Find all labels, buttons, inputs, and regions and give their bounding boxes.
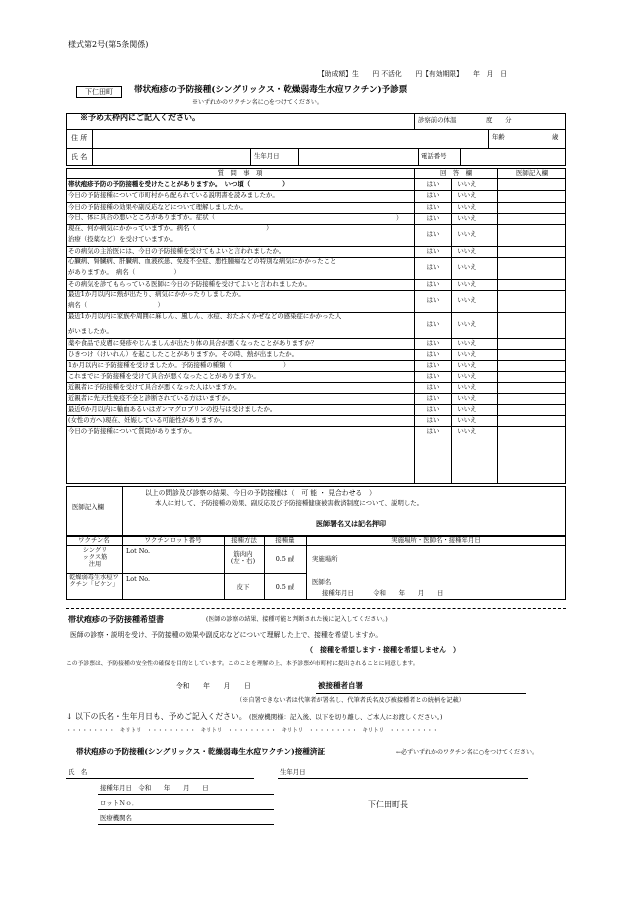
answer-yes[interactable]: はい (426, 230, 440, 238)
question-text: 最近1か月以内に家族や周囲に麻しん、風しん、水痘、おたふくかぜなどの感染症にかかった人 (68, 312, 342, 320)
answer-no[interactable]: いいえ (457, 296, 477, 304)
answer-no[interactable]: いいえ (457, 427, 477, 435)
answer-yes[interactable]: はい (426, 214, 440, 222)
answer-yes[interactable]: はい (426, 350, 440, 358)
vaccine-header-place: 実施場所・医師名・接種年月日 (391, 536, 481, 544)
answer-yes[interactable]: はい (426, 191, 440, 199)
answer-no[interactable]: いいえ (457, 339, 477, 347)
cut-instruction-note: (医療機関様：記入後、以下を切り離し、ご本人にお渡しください。) (249, 713, 443, 721)
consent-title: 帯状疱疹の予防接種希望書 (68, 614, 164, 624)
answer-yes[interactable]: はい (426, 372, 440, 380)
question-text: 今日、体に具合の悪いところがありますか。症状（ (68, 213, 215, 221)
consent-question: 医師の診察・説明を受け、予防接種の効果や副反応などについて理解した上で、接種を希望しますか。 (70, 631, 383, 639)
question-text: その病気を診てもらっている医師に今日の予防接種を受けてよいと言われましたか。 (68, 280, 311, 288)
cut-line: ・・・・・・・・・ キリトリ ・・・・・・・・・ キリトリ ・・・・・・・・・ キリトリ ・・・・・・・・・ キリトリ ・・・・・・・・・ (66, 728, 438, 734)
temperature-label: 診察前の体温 (418, 116, 457, 124)
form-title: 帯状疱疹の予防接種(シングリックス・乾燥弱毒生水痘ワクチン)予診票 (134, 85, 408, 95)
doctor-judgement-line: 以上の問診及び診察の結果、今日の予防接種は（ 可 能 ・ 見合わせる ） (145, 489, 376, 497)
answer-yes[interactable]: はい (426, 416, 440, 424)
answer-no[interactable]: いいえ (457, 180, 477, 188)
doctor-section-label: 医師記入欄 (72, 503, 104, 511)
age-unit: 歳 (552, 133, 559, 141)
temperature-unit: 度 分 (486, 116, 512, 124)
vaccine-date-label: 接種年月日 令和 年 月 日 (322, 589, 444, 597)
privacy-note: この予診票は、予防接種の安全性の確保を目的としています。このことを理解の上、本予診票が市町村に提出されることに同意します。 (66, 661, 419, 667)
answer-yes[interactable]: はい (426, 280, 440, 288)
cut-instruction-main: ↓ 以下の氏名・生年月日も、予めご記入ください。 (66, 712, 247, 721)
vaccine-shingrix-dose: 0.5 ㎖ (275, 555, 295, 563)
certificate-name-label: 氏 名 (68, 768, 88, 776)
question-text: ひきつけ（けいれん）を起こしたことがありますか。その時、熱が出ましたか。 (68, 350, 299, 358)
answer-no[interactable]: いいえ (457, 263, 477, 271)
answer-no[interactable]: いいえ (457, 372, 477, 380)
answer-divider (451, 178, 452, 484)
answer-yes[interactable]: はい (426, 427, 440, 435)
answer-no[interactable]: いいえ (457, 394, 477, 402)
answer-no[interactable]: いいえ (457, 416, 477, 424)
phone-label: 電話番号 (421, 152, 447, 160)
question-text: (女性の方へ)現在、妊娠している可能性がありますか。 (68, 416, 227, 424)
form-number: 様式第2号(第5条関係) (68, 40, 149, 49)
answer-yes[interactable]: はい (426, 247, 440, 255)
answer-yes[interactable]: はい (426, 203, 440, 211)
question-text: 今日の予防接種について市町村から配られている説明書を読みましたか。 (68, 191, 279, 199)
answer-no[interactable]: いいえ (457, 405, 477, 413)
certificate-issuer: 下仁田町長 (368, 800, 408, 809)
question-text-line2: ） (396, 214, 403, 222)
question-text: その病気の主治医には、今日の予防接種を受けてもよいと言われましたか。 (68, 247, 286, 255)
consent-date: 令和 年 月 日 (176, 682, 251, 690)
certificate-clinic-label: 医療機関名 (100, 814, 132, 822)
vaccine-biken-dose: 0.5 ㎖ (275, 583, 295, 591)
vaccine-header-method: 接種方法 (231, 536, 257, 544)
question-text: 現在、何か病気にかかっていますか。病名（ ） (68, 224, 273, 232)
vaccine-header-lot: ワクチンロット番号 (144, 536, 202, 544)
answer-no[interactable]: いいえ (457, 280, 477, 288)
answer-yes[interactable]: はい (426, 263, 440, 271)
vaccine-place-label: 実施場所 (312, 555, 338, 563)
answer-no[interactable]: いいえ (457, 214, 477, 222)
doctor-explanation-line: 本人に対して、予防接種の効果、副反応及び予防接種健康被害救済制度について、説明した。 (155, 499, 424, 507)
question-text: これまでに予防接種を受けて具合が悪くなったことがありますか。 (68, 372, 260, 380)
subsidy-line: 【助成額】生 円 不活化 円【有効期限】 年 月 日 (318, 70, 508, 78)
town-tag: 下仁田町 (76, 86, 122, 98)
question-text: 近親者に予防接種を受けて具合が悪くなった人はいますか。 (68, 383, 241, 391)
vaccine-biken-lot: Lot No. (126, 575, 151, 583)
answer-column-header: 回 答 欄 (440, 169, 472, 177)
certificate-note: ←必ずいずれかのワクチン名に○をつけてください。 (396, 749, 538, 756)
answer-no[interactable]: いいえ (457, 247, 477, 255)
answer-yes[interactable]: はい (426, 361, 440, 369)
answer-yes[interactable]: はい (426, 405, 440, 413)
question-text: 今日の予防接種について質問がありますか。 (68, 427, 196, 435)
answer-no[interactable]: いいえ (457, 191, 477, 199)
certificate-lot-label: ロットＮｏ． (100, 799, 139, 807)
age-label: 年齢 (492, 133, 505, 141)
question-text: 近親者に先天性免疫不全と診断されている方はいますか。 (68, 394, 235, 402)
address-label: 住 所 (71, 134, 88, 142)
vaccine-header-dose: 接種量 (275, 536, 295, 544)
vaccine-shingrix-lot: Lot No. (126, 547, 151, 555)
doctor-column-header: 医師記入欄 (516, 169, 548, 177)
vaccine-biken-name: 乾燥弱毒生水痘ワクチン「ビケン」 (69, 574, 119, 589)
answer-yes[interactable]: はい (426, 339, 440, 347)
answer-yes[interactable]: はい (426, 394, 440, 402)
question-column-header: 質 問 事 項 (217, 169, 263, 177)
answer-no[interactable]: いいえ (457, 230, 477, 238)
vaccine-shingrix-name: シングリックス筋注用 (82, 547, 108, 569)
answer-yes[interactable]: はい (426, 180, 440, 188)
question-text-line2: がありますか。 病名（ ） (68, 268, 180, 276)
answer-no[interactable]: いいえ (457, 320, 477, 328)
vaccine-biken-method: 皮下 (236, 583, 250, 591)
question-text-line2: 病名（ ） (68, 301, 164, 309)
certificate-date-label: 接種年月日 令和 年 月 日 (100, 784, 209, 792)
question-text: 薬や食品で皮膚に発疹やじんましんが出たり体の具合が悪くなったことがありますか？ (68, 339, 318, 347)
vaccine-doctor-label: 医師名 (312, 578, 332, 586)
title-note: ※いずれかのワクチン名に○をつけてください。 (192, 99, 323, 106)
vaccine-shingrix-method: 筋肉内(左・右) (230, 550, 256, 566)
answer-no[interactable]: いいえ (457, 350, 477, 358)
answer-yes[interactable]: はい (426, 320, 440, 328)
certificate-birth-label: 生年月日 (280, 768, 306, 776)
name-label: 氏 名 (71, 153, 88, 161)
question-text: 最近6か月以内に輸血あるいはガンマグロブリンの投与は受けましたか。 (68, 405, 277, 413)
answer-no[interactable]: いいえ (457, 361, 477, 369)
question-text: 今日の予防接種の効果や副反応などについて理解しましたか。 (68, 203, 247, 211)
answer-yes[interactable]: はい (426, 296, 440, 304)
fill-instruction: ※予め太枠内にご記入ください。 (80, 112, 200, 122)
answer-yes[interactable]: はい (426, 383, 440, 391)
certificate-title: 帯状疱疹の予防接種(シングリックス・乾燥弱毒生水痘ワクチン)接種済証 (76, 747, 326, 756)
question-text: 最近1か月以内に熱が出たり、病気にかかったりしましたか。 (68, 290, 245, 298)
birthdate-label: 生年月日 (254, 152, 280, 160)
signature-proxy-note: （※自署できない者は代筆者が署名し、代筆者氏名及び被接種者との続柄を記載） (236, 697, 465, 704)
patient-signature-label: 被接種者自署 (318, 681, 363, 690)
doctor-signature-label: 医師署名又は記名押印 (316, 519, 386, 528)
vaccine-header-name: ワクチン名 (78, 536, 110, 544)
question-text: 帯状疱疹予防の予防接種を受けたことがありますか。 いつ頃（ ） (68, 180, 289, 188)
cut-instruction (66, 713, 443, 722)
consent-choice: （ 接種を希望します・接種を希望しません ） (306, 645, 460, 654)
consent-title-note: (医師の診察の結果、接種可能と判断された後に記入してください。) (206, 616, 388, 623)
answer-no[interactable]: いいえ (457, 203, 477, 211)
question-text: 心臓病、腎臓病、肝臓病、血液疾患、免疫不全症、悪性腫瘍などの特別な病気にかかったこと (68, 257, 337, 265)
answer-no[interactable]: いいえ (457, 383, 477, 391)
question-text: 1か月以内に予防接種を受けましたか。予防接種の種類（ ） (68, 361, 290, 369)
question-text-line2: がいましたか。 (68, 327, 113, 335)
question-text-line2: 治療（投薬など）を受けていますか。 (68, 235, 177, 243)
